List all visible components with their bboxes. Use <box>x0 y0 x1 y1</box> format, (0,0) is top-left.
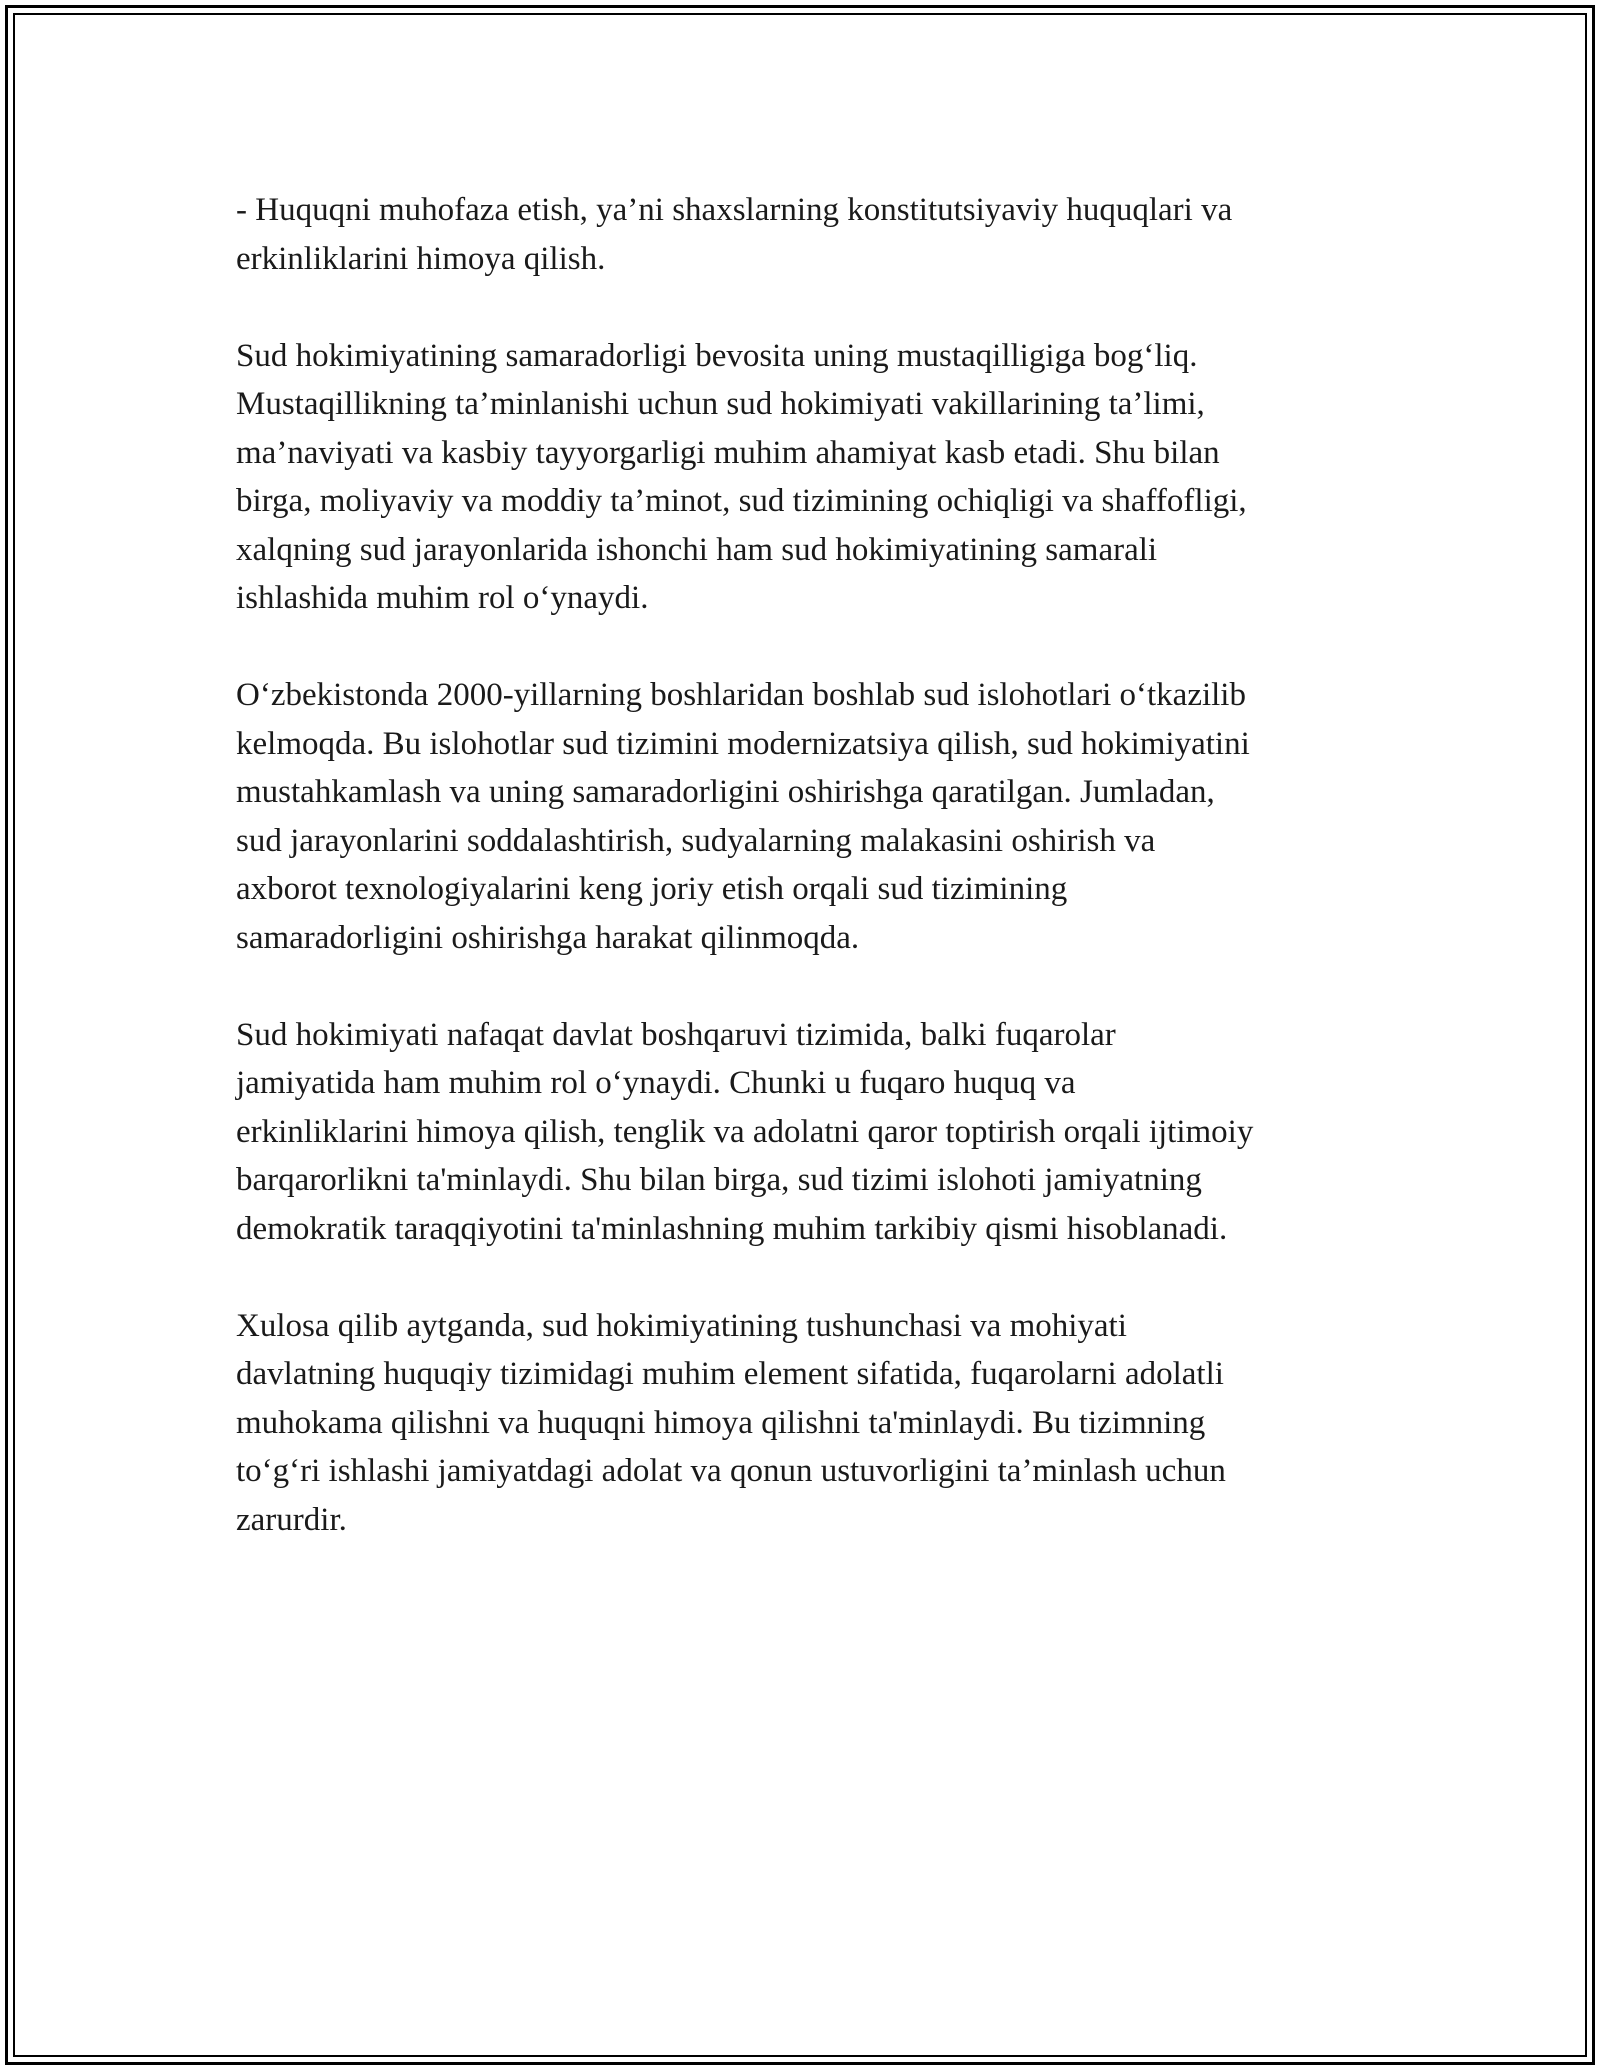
text-line: Sud hokimiyati nafaqat davlat boshqaruvi tizimida, balki fuqarolar <box>236 1016 1116 1053</box>
text-line: ma’naviyati va kasbiy tayyorgarligi muhim ahamiyat kasb etadi. Shu bilan <box>236 434 1220 471</box>
text-line: sud jarayonlarini soddalashtirish, sudyalarning malakasini oshirish va <box>236 822 1156 859</box>
text-line: axborot texnologiyalarini keng joriy etish orqali sud tizimining <box>236 871 1068 907</box>
text-line: jamiyatida ham muhim rol o‘ynaydi. Chunki u fuqaro huquq va <box>236 1065 1076 1101</box>
paragraph-3 <box>236 671 1406 962</box>
document-body <box>236 186 1406 1593</box>
text-line: xalqning sud jarayonlarida ishonchi ham sud hokimiyatining samarali <box>236 531 1158 568</box>
text-line: ishlashida muhim rol o‘ynaydi. <box>236 580 649 616</box>
text-line: erkinliklarini himoya qilish. <box>236 240 606 277</box>
text-line: to‘g‘ri ishlashi jamiyatdagi adolat va qonun ustuvorligini ta’minlash uchun <box>236 1453 1226 1489</box>
text-line: - Huquqni muhofaza etish, ya’ni shaxslarning konstitutsiyaviy huquqlari va <box>236 192 1233 228</box>
text-line: birga, moliyaviy va moddiy ta’minot, sud tizimining ochiqligi va shaffofligi, <box>236 483 1247 519</box>
text-line: mustahkamlash va uning samaradorligini oshirishga qaratilgan. Jumladan, <box>236 774 1215 810</box>
text-line: erkinliklarini himoya qilish, tenglik va adolatni qaror toptirish orqali ijtimoiy <box>236 1113 1254 1150</box>
text-line: Xulosa qilib aytganda, sud hokimiyatining tushunchasi va mohiyati <box>236 1307 1127 1344</box>
text-line: muhokama qilishni va huquqni himoya qilishni ta'minlaydi. Bu tizimning <box>236 1404 1206 1441</box>
text-line: davlatning huquqiy tizimidagi muhim element sifatida, fuqarolarni adolatli <box>236 1356 1224 1392</box>
text-line: zarurdir. <box>236 1501 347 1538</box>
text-line: O‘zbekistonda 2000-yillarning boshlaridan boshlab sud islohotlari o‘tkazilib <box>236 677 1246 713</box>
paragraph-1 <box>236 186 1406 283</box>
text-line: samaradorligini oshirishga harakat qilinmoqda. <box>236 919 860 956</box>
text-line: Mustaqillikning ta’minlanishi uchun sud hokimiyati vakillarining ta’limi, <box>236 386 1205 422</box>
text-line: barqarorlikni ta'minlaydi. Shu bilan birga, sud tizimi islohoti jamiyatning <box>236 1162 1202 1198</box>
paragraph-5 <box>236 1302 1406 1545</box>
paragraph-2 <box>236 332 1406 623</box>
text-line: demokratik taraqqiyotini ta'minlashning muhim tarkibiy qismi hisoblanadi. <box>236 1210 1228 1247</box>
text-line: Sud hokimiyatining samaradorligi bevosita uning mustaqilligiga bog‘liq. <box>236 337 1198 374</box>
text-line: kelmoqda. Bu islohotlar sud tizimini modernizatsiya qilish, sud hokimiyatini <box>236 725 1250 762</box>
paragraph-4 <box>236 1011 1406 1254</box>
